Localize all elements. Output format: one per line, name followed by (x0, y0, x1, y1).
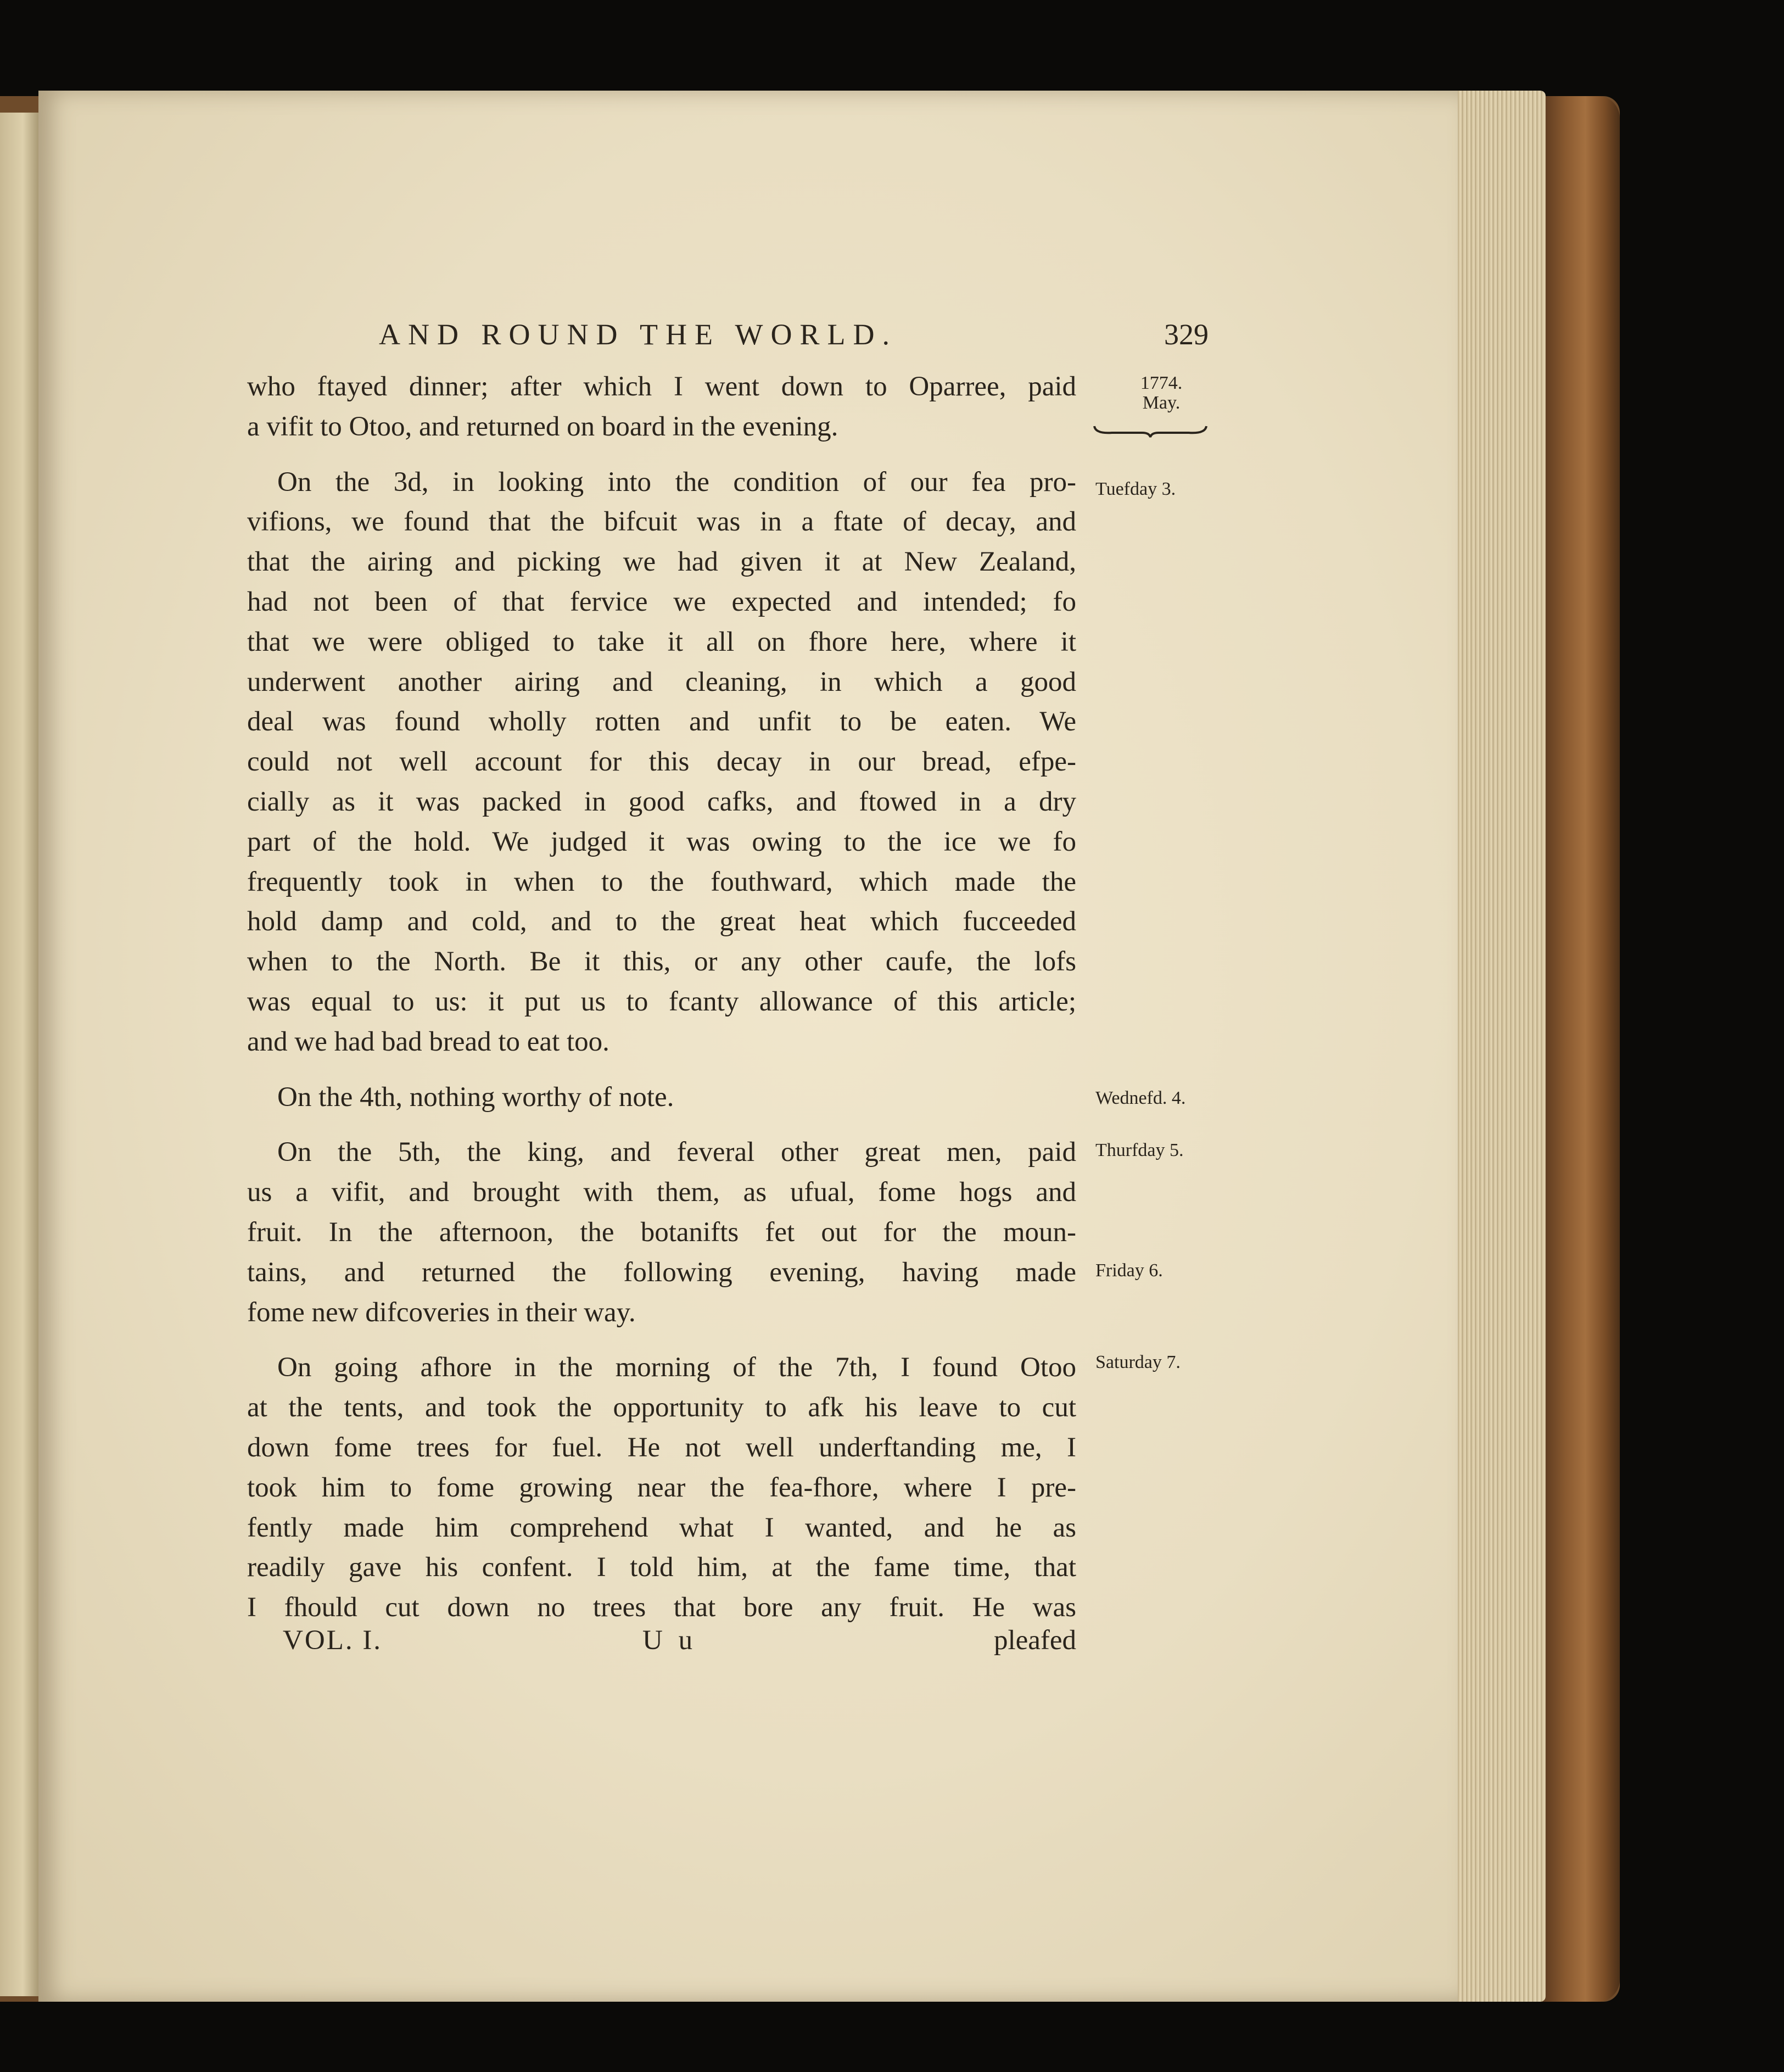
paragraph-4 (247, 1132, 1076, 1332)
text-line: could not well account for this decay in our bread, efpe- (247, 746, 1076, 778)
text-line: was equal to us: it put us to fcanty allowance of this article; (247, 986, 1076, 1017)
text-line: that we were obliged to take it all on fhore here, where it (247, 626, 1076, 657)
margin-year: 1774. (1140, 373, 1183, 393)
text-line: vifions, we found that the bifcuit was in a ftate of decay, and (247, 506, 1076, 538)
volume-mark: VOL. I. (283, 1625, 383, 1656)
text-line: hold damp and cold, and to the great heat which fucceeded (247, 906, 1076, 937)
text-line: took him to fome growing near the fea-fhore, where I pre- (247, 1472, 1076, 1503)
text-line: deal was found wholly rotten and unfit to be eaten. We (247, 706, 1076, 738)
text-line: On going afhore in the morning of the 7th, I found Otoo (277, 1352, 1076, 1383)
text-line: and we had bad bread to eat too. (247, 1026, 609, 1057)
margin-date (1123, 373, 1200, 413)
text-line: On the 5th, the king, and feveral other great men, paid (277, 1137, 1076, 1168)
text-line: underwent another airing and cleaning, in which a good (247, 666, 1076, 697)
text-line: On the 3d, in looking into the condition of our fea pro- (277, 466, 1076, 498)
margin-month: May. (1142, 393, 1181, 413)
text-line: readily gave his confent. I told him, at the fame time, that (247, 1552, 1076, 1583)
text-line: down fome trees for fuel. He not well underftanding me, I (247, 1432, 1076, 1463)
catchword: pleafed (993, 1625, 1076, 1656)
paragraph-5 (247, 1348, 1076, 1628)
text-line: fently made him comprehend what I wanted, and he as (247, 1512, 1076, 1543)
paragraph-2 (247, 462, 1076, 1062)
text-line: that the airing and picking we had given it at New Zealand, (247, 546, 1076, 578)
text-line: us a vifit, and brought with them, as ufual, fome hogs and (247, 1177, 1076, 1208)
margin-note-friday: Friday 6. (1095, 1260, 1163, 1281)
margin-note-thursday: Thurfday 5. (1095, 1140, 1184, 1160)
text-line: On the 4th, nothing worthy of note. (277, 1081, 674, 1113)
text-line: cially as it was packed in good cafks, and ftowed in a dry (247, 786, 1076, 817)
body-text (247, 367, 1076, 1628)
text-line: who ftayed dinner; after which I went down to Oparree, paid (247, 371, 1076, 402)
text-line: I fhould cut down no trees that bore any fruit. He was (247, 1592, 1076, 1623)
paragraph-3 (247, 1077, 1076, 1118)
margin-note-saturday: Saturday 7. (1095, 1352, 1181, 1372)
page-edges (1455, 91, 1546, 2002)
text-line: frequently took in when to the fouthward, which made the (247, 866, 1076, 897)
margin-note-wednesday: Wednefd. 4. (1095, 1088, 1186, 1108)
text-line: a vifit to Otoo, and returned on board in the evening. (247, 411, 838, 442)
text-line: part of the hold. We judged it was owing to the ice we fo (247, 826, 1076, 857)
page-footer (247, 1624, 1076, 1657)
text-line: fome new difcoveries in their way. (247, 1297, 636, 1328)
brace-ornament (1090, 424, 1211, 438)
book-spine (1543, 96, 1620, 2002)
text-line: tains, and returned the following evening, having made (247, 1256, 1076, 1288)
running-title: AND ROUND THE WORLD. (379, 318, 897, 351)
text-line: had not been of that fervice we expected and intended; fo (247, 586, 1076, 617)
text-line: fruit. In the afternoon, the botanifts fet out for the moun- (247, 1216, 1076, 1248)
facing-page-edge (0, 113, 38, 1996)
signature-mark: U u (642, 1625, 697, 1656)
margin-note-tuesday: Tuefday 3. (1095, 479, 1176, 499)
text-line: at the tents, and took the opportunity to afk his leave to cut (247, 1392, 1076, 1423)
page-number: 329 (1164, 318, 1209, 351)
paragraph-1 (247, 367, 1076, 447)
text-line: when to the North. Be it this, or any other caufe, the lofs (247, 946, 1076, 978)
